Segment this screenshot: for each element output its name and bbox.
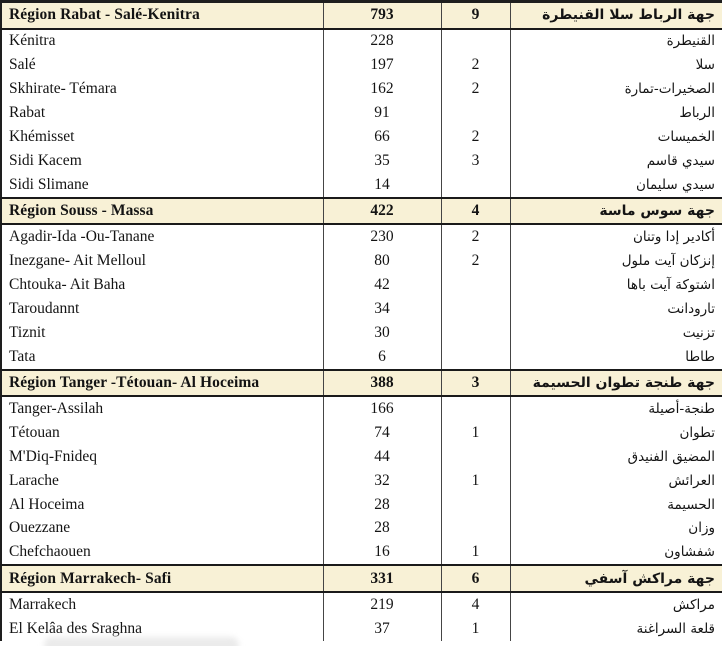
province-total: 35 [323,149,441,173]
province-name-fr: Chefchaouen [1,540,323,565]
province-total: 6 [323,345,441,370]
region-header-row [1,198,722,225]
province-secondary-count: 2 [441,224,510,249]
province-row [1,101,722,125]
region-secondary-count: 4 [441,198,510,225]
province-name-ar: الرباط [510,101,722,125]
region-name-fr: Région Tanger -Tétouan- Al Hoceima [1,370,323,397]
province-total: 34 [323,297,441,321]
province-row [1,396,722,421]
province-name-fr: Skhirate- Témara [1,77,323,101]
province-total: 162 [323,77,441,101]
province-total: 74 [323,421,441,445]
province-secondary-count [441,345,510,370]
province-name-fr: Tiznit [1,321,323,345]
province-name-ar: تطوان [510,421,722,445]
province-total: 16 [323,540,441,565]
province-name-fr: Inezgane- Ait Melloul [1,249,323,273]
province-total: 32 [323,469,441,493]
province-name-fr: Agadir-Ida -Ou-Tanane [1,224,323,249]
province-name-ar: العرائش [510,469,722,493]
region-total: 793 [323,2,441,29]
province-name-ar: الخميسات [510,125,722,149]
province-name-ar: مراكش [510,592,722,617]
province-row [1,592,722,617]
region-total: 331 [323,565,441,592]
province-name-fr: Kénitra [1,29,323,54]
region-name-ar: جهة الرباط سلا القنيطرة [510,2,722,29]
province-name-ar: سلا [510,53,722,77]
region-name-ar: جهة طنجة تطوان الحسيمة [510,370,722,397]
province-row [1,125,722,149]
province-name-fr: Chtouka- Ait Baha [1,273,323,297]
region-name-ar: جهة مراكش آسفي [510,565,722,592]
province-name-fr: Larache [1,469,323,493]
province-name-ar: وزان [510,517,722,541]
province-name-fr: Al Hoceima [1,493,323,517]
province-name-fr: Marrakech [1,592,323,617]
province-row [1,173,722,198]
province-secondary-count [441,297,510,321]
region-name-ar: جهة سوس ماسة [510,198,722,225]
province-secondary-count [441,173,510,198]
province-row [1,421,722,445]
province-row [1,297,722,321]
province-total: 80 [323,249,441,273]
province-secondary-count [441,396,510,421]
province-secondary-count: 4 [441,592,510,617]
province-name-fr: Ouezzane [1,517,323,541]
province-name-ar: طاطا [510,345,722,370]
province-name-fr: Taroudannt [1,297,323,321]
province-secondary-count: 1 [441,421,510,445]
province-secondary-count: 2 [441,125,510,149]
province-row [1,77,722,101]
province-name-fr: Sidi Kacem [1,149,323,173]
province-name-ar: قلعة السراغنة [510,617,722,641]
region-header-row [1,370,722,397]
province-total: 219 [323,592,441,617]
province-name-ar: سيدي قاسم [510,149,722,173]
region-secondary-count: 6 [441,565,510,592]
province-name-ar: الحسيمة [510,493,722,517]
province-secondary-count: 2 [441,77,510,101]
province-row [1,517,722,541]
province-total: 197 [323,53,441,77]
province-secondary-count: 3 [441,149,510,173]
province-name-fr: El Kelâa des Sraghna [1,617,323,641]
region-total: 388 [323,370,441,397]
province-total: 14 [323,173,441,198]
province-name-fr: Khémisset [1,125,323,149]
province-name-ar: القنيطرة [510,29,722,54]
province-secondary-count [441,29,510,54]
province-secondary-count [441,517,510,541]
region-name-fr: Région Souss - Massa [1,198,323,225]
province-total: 91 [323,101,441,125]
province-secondary-count [441,445,510,469]
province-total: 44 [323,445,441,469]
province-name-fr: Sidi Slimane [1,173,323,198]
province-row [1,321,722,345]
region-header-row [1,2,722,29]
province-name-fr: Tata [1,345,323,370]
province-secondary-count: 1 [441,469,510,493]
province-row [1,493,722,517]
region-secondary-count: 9 [441,2,510,29]
province-name-ar: المضيق الفنيدق [510,445,722,469]
province-name-ar: تارودانت [510,297,722,321]
region-total: 422 [323,198,441,225]
province-total: 37 [323,617,441,641]
region-header-row [1,565,722,592]
province-name-ar: الصخيرات-تمارة [510,77,722,101]
province-name-ar: تزنيت [510,321,722,345]
region-name-fr: Région Rabat - Salé-Kenitra [1,2,323,29]
province-name-ar: سيدي سليمان [510,173,722,198]
province-secondary-count: 1 [441,617,510,641]
province-row [1,149,722,173]
province-row [1,540,722,565]
province-secondary-count: 1 [441,540,510,565]
province-secondary-count [441,321,510,345]
province-name-ar: إنزكان آيت ملول [510,249,722,273]
province-secondary-count: 2 [441,249,510,273]
province-row [1,53,722,77]
province-name-fr: Tanger-Assilah [1,396,323,421]
province-total: 28 [323,493,441,517]
province-row [1,273,722,297]
cutoff-overlay-shadow [44,637,239,646]
province-total: 230 [323,224,441,249]
province-total: 66 [323,125,441,149]
province-name-fr: M'Diq-Fnideq [1,445,323,469]
province-name-ar: اشتوكة آيت باها [510,273,722,297]
province-name-fr: Rabat [1,101,323,125]
province-row [1,224,722,249]
province-secondary-count [441,101,510,125]
province-name-fr: Tétouan [1,421,323,445]
province-row [1,249,722,273]
province-name-ar: أكادير إدا وتنان [510,224,722,249]
province-secondary-count [441,273,510,297]
province-name-ar: طنجة-أصيلة [510,396,722,421]
province-secondary-count: 2 [441,53,510,77]
province-name-ar: شفشاون [510,540,722,565]
province-row [1,345,722,370]
province-total: 42 [323,273,441,297]
region-secondary-count: 3 [441,370,510,397]
province-total: 166 [323,396,441,421]
province-name-fr: Salé [1,53,323,77]
province-row [1,469,722,493]
province-secondary-count [441,493,510,517]
province-row [1,445,722,469]
region-name-fr: Région Marrakech- Safi [1,565,323,592]
province-total: 30 [323,321,441,345]
province-total: 28 [323,517,441,541]
province-total: 228 [323,29,441,54]
province-row [1,29,722,54]
